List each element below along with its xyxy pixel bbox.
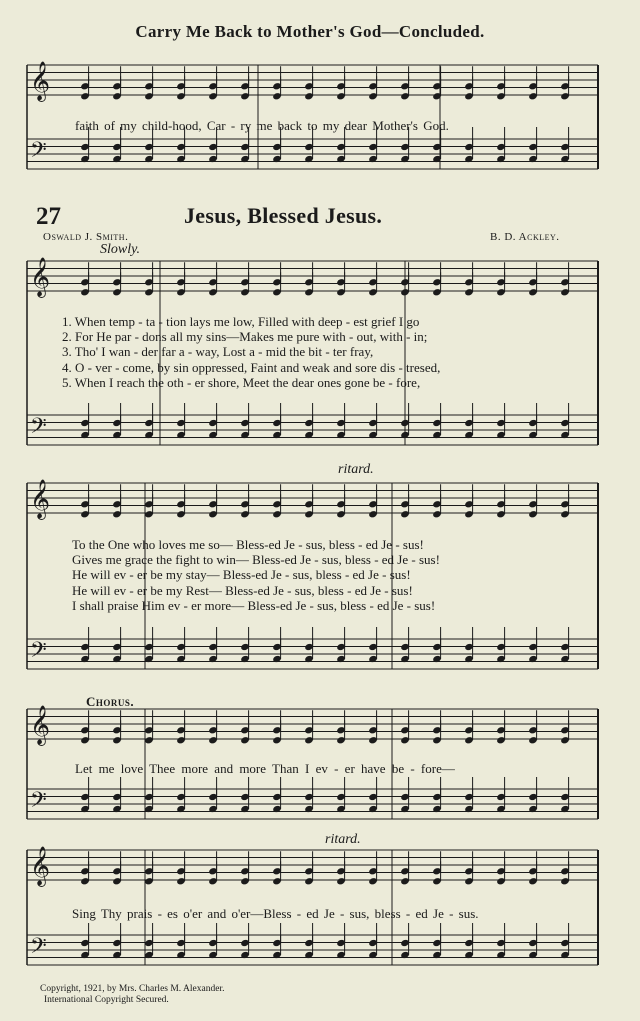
svg-text:𝄢: 𝄢 xyxy=(30,414,47,444)
copyright-line: International Copyright Secured. xyxy=(44,994,169,1005)
chorus-lyric-1: Let me love Thee more and more Than I ev - er have be - fore— xyxy=(75,761,455,776)
verse-line: 2. For He par - dons all my sins—Makes me pure with - out, with - in; xyxy=(62,329,428,345)
svg-text:𝄢: 𝄢 xyxy=(30,638,47,668)
verse-line: 3. Tho' I wan - der far a - way, Lost a - mid the bit - ter fray, xyxy=(62,344,374,360)
copyright-line: Copyright, 1921, by Mrs. Charles M. Alexander. xyxy=(40,984,225,994)
hymn-number: 27 xyxy=(36,203,61,230)
composer-credit: B. D. Ackley. xyxy=(490,231,560,243)
svg-text:𝄞: 𝄞 xyxy=(30,61,51,101)
verse-block-2 xyxy=(72,537,440,613)
verse-block-1 xyxy=(62,314,440,390)
verse-line: Gives me grace the fight to win— Bless-ed Je - sus, bless - ed Je - sus! xyxy=(72,552,440,568)
svg-text:𝄞: 𝄞 xyxy=(30,257,51,297)
ritard-marking-chorus: ritard. xyxy=(325,832,361,847)
lyricist-credit: Oswald J. Smith. xyxy=(43,231,129,243)
svg-text:𝄞: 𝄞 xyxy=(30,846,51,886)
verse-line: I shall praise Him ev - er more— Bless-ed Je - sus, bless - ed Je - sus! xyxy=(72,597,436,613)
hymn-title: Jesus, Blessed Jesus. xyxy=(184,203,383,228)
ritard-marking: ritard. xyxy=(338,462,374,477)
continued-lyric: faith of my child-hood, Car - ry me back to my dear Mother's God. xyxy=(75,118,449,133)
continued-title: Carry Me Back to Mother's God—Concluded. xyxy=(135,22,485,41)
tempo-marking: Slowly. xyxy=(100,242,141,257)
verse-line: He will ev - er be my Rest— Bless-ed Je - sus, bless - ed Je - sus! xyxy=(72,582,413,598)
verse-line: 4. O - ver - come, by sin oppressed, Faint and weak and sore dis - tresed, xyxy=(62,359,441,375)
svg-text:𝄞: 𝄞 xyxy=(30,705,51,745)
svg-text:𝄞: 𝄞 xyxy=(30,479,51,519)
verse-line: 1. When temp - ta - tion lays me low, Filled with deep - est grief I go xyxy=(62,314,420,329)
verse-line: To the One who loves me so— Bless-ed Je - sus, bless - ed Je - sus! xyxy=(72,537,424,552)
svg-text:𝄢: 𝄢 xyxy=(30,788,47,818)
chorus-label: Chorus. xyxy=(86,694,135,709)
verse-line: He will ev - er be my stay— Bless-ed Je - sus, bless - ed Je - sus! xyxy=(72,567,411,583)
chorus-lyric-2: Sing Thy prais - es o'er and o'er—Bless - ed Je - sus, bless - ed Je - sus. xyxy=(72,906,479,921)
svg-text:𝄢: 𝄢 xyxy=(30,138,47,168)
svg-text:𝄢: 𝄢 xyxy=(30,934,47,964)
copyright-notice xyxy=(40,984,224,1005)
verse-line: 5. When I reach the oth - er shore, Meet the dear ones gone be - fore, xyxy=(62,374,421,390)
